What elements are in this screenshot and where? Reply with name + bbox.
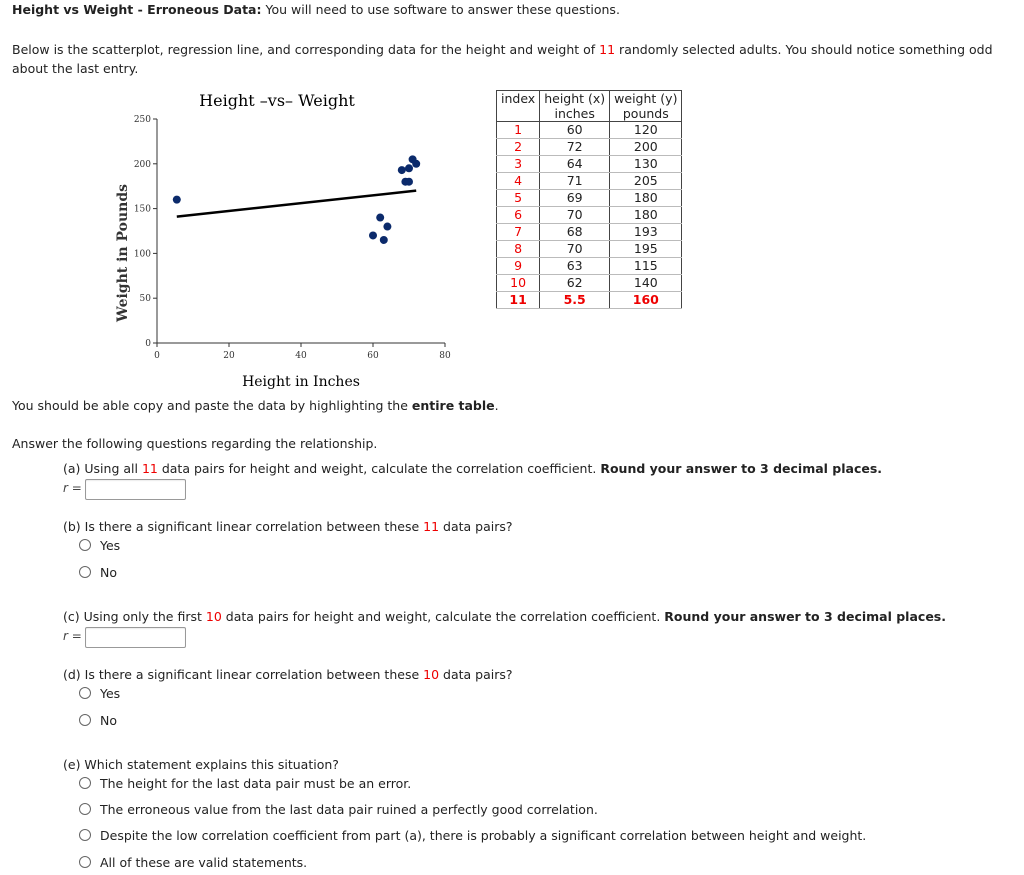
cell-index: 10 xyxy=(497,275,540,292)
question-c: (c) Using only the first 10 data pairs for height and weight, calculate the correlation coefficient. Round your answer to 3 decimal places. xyxy=(63,609,946,624)
regression-line xyxy=(177,191,416,217)
x-tick-label: 40 xyxy=(295,351,307,361)
cell-height: 64 xyxy=(540,156,610,173)
answer-intro: Answer the following questions regarding the relationship. xyxy=(12,436,378,451)
data-point xyxy=(405,164,413,172)
question-d: (d) Is there a significant linear correlation between these 10 data pairs? xyxy=(63,667,513,682)
table-row xyxy=(497,139,682,156)
x-tick-label: 0 xyxy=(154,351,160,361)
cell-index: 2 xyxy=(497,139,540,156)
cell-height: 69 xyxy=(540,190,610,207)
data-point xyxy=(405,178,413,186)
cell-index: 6 xyxy=(497,207,540,224)
question-b: (b) Is there a significant linear correlation between these 11 data pairs? xyxy=(63,519,513,534)
col-header-height: height (x) inches xyxy=(540,91,610,122)
cell-height: 63 xyxy=(540,258,610,275)
y-tick-label: 250 xyxy=(133,115,151,125)
cell-height: 62 xyxy=(540,275,610,292)
option-b-no[interactable]: No xyxy=(79,565,117,580)
r-label-a: r = xyxy=(63,481,82,495)
y-tick-label: 50 xyxy=(139,294,151,305)
table-row xyxy=(497,173,682,190)
cell-weight: 115 xyxy=(610,258,682,275)
intro-text: Below is the scatterplot, regression line, and corresponding data for the height and weight of 11 randomly selected adults. You should notice something odd about the last entry. xyxy=(12,42,993,76)
cell-weight: 160 xyxy=(610,292,682,309)
table-row xyxy=(497,224,682,241)
cell-index: 9 xyxy=(497,258,540,275)
page-title: Height vs Weight - Erroneous Data: You will need to use software to answer these questions. xyxy=(12,2,620,17)
cell-index: 8 xyxy=(497,241,540,258)
cell-height: 71 xyxy=(540,173,610,190)
answer-input-c[interactable] xyxy=(85,627,186,648)
cell-height: 5.5 xyxy=(540,292,610,309)
data-point xyxy=(173,196,181,204)
option-d-no[interactable]: No xyxy=(79,713,117,728)
cell-weight: 180 xyxy=(610,190,682,207)
table-row xyxy=(497,258,682,275)
data-point xyxy=(376,214,384,222)
cell-index: 7 xyxy=(497,224,540,241)
question-e: (e) Which statement explains this situation? xyxy=(63,757,339,772)
y-axis-label: Weight in Pounds xyxy=(115,183,131,323)
option-e-2[interactable]: The erroneous value from the last data pair ruined a perfectly good correlation. xyxy=(79,802,598,817)
copy-note: You should be able copy and paste the data by highlighting the entire table. xyxy=(12,398,499,413)
cell-index: 3 xyxy=(497,156,540,173)
y-tick-label: 200 xyxy=(133,159,151,170)
table-row xyxy=(497,190,682,207)
cell-weight: 180 xyxy=(610,207,682,224)
data-point xyxy=(398,166,406,174)
option-b-yes[interactable]: Yes xyxy=(79,538,120,553)
chart-title: Height –vs– Weight xyxy=(199,91,355,110)
cell-height: 60 xyxy=(540,122,610,139)
cell-index: 5 xyxy=(497,190,540,207)
radio-icon[interactable] xyxy=(79,566,91,578)
option-e-3[interactable]: Despite the low correlation coefficient from part (a), there is probably a significant correlation between height and weight. xyxy=(79,828,866,843)
x-tick-label: 20 xyxy=(223,351,235,361)
col-header-index: index xyxy=(497,91,540,122)
cell-weight: 120 xyxy=(610,122,682,139)
radio-icon[interactable] xyxy=(79,714,91,726)
chart-axes xyxy=(134,115,451,361)
x-tick-label: 60 xyxy=(367,351,379,361)
cell-weight: 205 xyxy=(610,173,682,190)
radio-icon[interactable] xyxy=(79,687,91,699)
col-header-weight: weight (y) pounds xyxy=(610,91,682,122)
data-point xyxy=(369,231,377,239)
cell-weight: 130 xyxy=(610,156,682,173)
x-axis-label: Height in Inches xyxy=(242,374,360,390)
data-table[interactable] xyxy=(496,90,682,309)
cell-index: 4 xyxy=(497,173,540,190)
table-row xyxy=(497,241,682,258)
option-d-yes[interactable]: Yes xyxy=(79,686,120,701)
table-row xyxy=(497,122,682,139)
radio-icon[interactable] xyxy=(79,829,91,841)
radio-icon[interactable] xyxy=(79,856,91,868)
question-a: (a) Using all 11 data pairs for height and weight, calculate the correlation coefficient. Round your answer to 3 decimal places. xyxy=(63,461,883,476)
cell-height: 68 xyxy=(540,224,610,241)
cell-weight: 200 xyxy=(610,139,682,156)
cell-height: 72 xyxy=(540,139,610,156)
table-row xyxy=(497,275,682,292)
scatter-chart xyxy=(100,85,485,395)
x-tick-label: 80 xyxy=(439,351,451,361)
table-header-row xyxy=(497,91,682,122)
radio-icon[interactable] xyxy=(79,539,91,551)
cell-weight: 195 xyxy=(610,241,682,258)
table-row xyxy=(497,156,682,173)
data-point xyxy=(383,223,391,231)
table-row xyxy=(497,292,682,309)
data-point xyxy=(380,236,388,244)
y-tick-label: 100 xyxy=(133,249,151,260)
option-e-1[interactable]: The height for the last data pair must be an error. xyxy=(79,776,411,791)
cell-weight: 193 xyxy=(610,224,682,241)
chart-marks xyxy=(173,155,420,244)
data-point xyxy=(409,155,417,163)
cell-height: 70 xyxy=(540,241,610,258)
y-tick-label: 150 xyxy=(133,204,151,215)
cell-height: 70 xyxy=(540,207,610,224)
cell-index: 1 xyxy=(497,122,540,139)
r-label-c: r = xyxy=(63,629,82,643)
option-e-4[interactable]: All of these are valid statements. xyxy=(79,855,307,870)
answer-input-a[interactable] xyxy=(85,479,186,500)
radio-icon[interactable] xyxy=(79,803,91,815)
y-tick-label: 0 xyxy=(145,339,151,349)
cell-index: 11 xyxy=(497,292,540,309)
radio-icon[interactable] xyxy=(79,777,91,789)
cell-weight: 140 xyxy=(610,275,682,292)
table-row xyxy=(497,207,682,224)
